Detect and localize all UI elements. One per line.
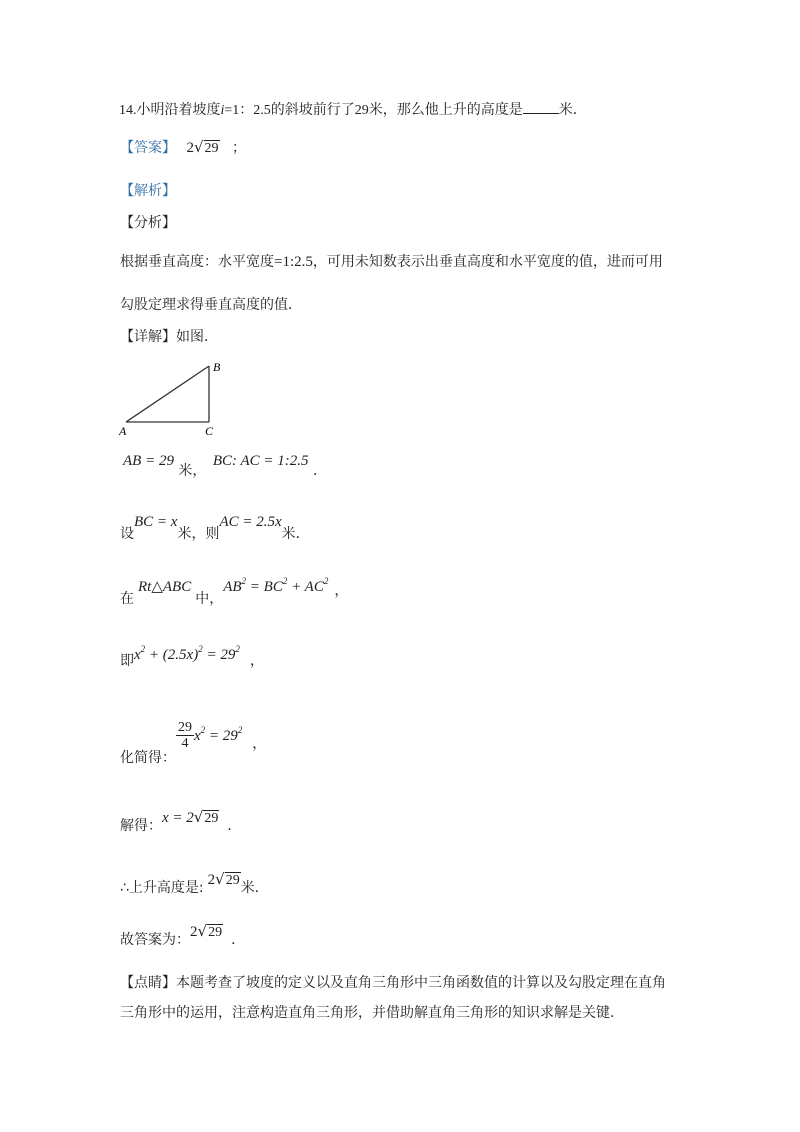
question-text-d: 米． <box>558 102 587 118</box>
step-5-numerator: 29 <box>178 720 192 735</box>
step-4-equation <box>134 644 240 663</box>
step-7 <box>120 870 269 896</box>
step-2-math-2: AC = 2.5x <box>219 514 282 530</box>
question-text-a: 小明沿着坡度 <box>136 102 221 118</box>
detail-text: 如图． <box>176 329 218 345</box>
dianjing-line-2: 三角形中的运用，注意构造直角三角形，并借助解直角三角形的知识求解是关键. <box>120 1005 615 1021</box>
step-7-label: ∴上升高度是: <box>120 880 204 896</box>
slope-variable: i <box>220 103 225 118</box>
answer-coefficient: 2 <box>186 140 194 156</box>
step-7-sqrt: √29 <box>215 870 240 888</box>
step-4-sup: 2 <box>198 644 203 654</box>
slope-ratio: =1：2.5 <box>224 103 271 118</box>
fenxi-ratio: =1:2.5 <box>274 254 313 270</box>
step-4-end: ， <box>249 653 264 669</box>
fenxi-line-1-a: 根据垂直高度：水平宽度 <box>120 254 274 270</box>
step-4-rhs: = 29 <box>202 647 236 663</box>
step-3-zhong: 中， <box>195 591 224 607</box>
step-8-sqrt: √29 <box>197 922 223 940</box>
answer-radicand: 29 <box>204 141 219 156</box>
step-6-radicand: 29 <box>204 811 219 826</box>
detail-line <box>120 330 218 344</box>
step-3-equation <box>223 576 329 595</box>
step-3-sup: 2 <box>323 576 329 586</box>
step-6-end: ． <box>227 818 242 834</box>
step-8-radicand: 29 <box>208 925 223 940</box>
step-8-coef: 2 <box>190 924 198 940</box>
step-5-fraction <box>176 720 194 752</box>
answer-label: 【答案】 <box>120 140 176 156</box>
step-5-denominator: 4 <box>181 736 189 752</box>
step-5 <box>120 720 267 766</box>
step-3 <box>120 576 349 607</box>
step-6-math: x = 2 <box>162 810 194 826</box>
dianjing-line-1 <box>120 976 666 990</box>
step-4-sup: 2 <box>140 644 146 654</box>
question-text-c: 米，那么他上升的高度是 <box>368 102 523 118</box>
step-5-label: 化简得： <box>120 749 176 766</box>
step-1-unit: 米， <box>178 463 207 479</box>
question-number: 14. <box>119 103 137 118</box>
vertex-a-label: A <box>119 424 127 438</box>
step-4-ji: 即 <box>120 653 134 669</box>
answer-tail: ； <box>231 140 246 156</box>
answer-line <box>120 140 246 156</box>
step-3-ac: + AC <box>287 579 324 595</box>
step-7-coef: 2 <box>207 872 216 888</box>
answer-sqrt: √29 <box>193 138 219 156</box>
vertex-b-label: B <box>213 360 221 374</box>
question-line <box>119 101 587 118</box>
step-3-ab: AB <box>223 579 242 595</box>
step-1 <box>123 453 327 479</box>
fenxi-line-1-b: ，可用未知数表示出垂直高度和水平宽度的值，进而可用 <box>312 254 663 270</box>
step-3-end: ， <box>334 583 349 599</box>
step-3-sup: 2 <box>282 576 288 586</box>
fenxi-line-2: 勾股定理求得垂直高度的值． <box>120 297 302 313</box>
step-2-mid: 米，则 <box>177 526 220 542</box>
step-1-end: ． <box>313 463 327 479</box>
dianjing-label: 【点睛】 <box>120 975 176 991</box>
step-4 <box>120 644 264 669</box>
step-1-ratio: BC: AC = 1:2.5 <box>212 453 309 469</box>
step-2-math: BC = x <box>134 514 178 530</box>
distance-value: 29 <box>354 103 369 118</box>
step-7-radicand: 29 <box>225 873 240 888</box>
step-3-bc: = BC <box>246 579 283 595</box>
answer-blank <box>523 101 559 114</box>
question-text-b: 的斜坡前行了 <box>270 102 355 118</box>
step-5-end: ， <box>252 735 267 752</box>
step-5-sup: 2 <box>237 724 243 735</box>
step-7-end: 米． <box>240 880 269 896</box>
step-5-x: x <box>194 727 201 744</box>
step-2 <box>120 514 310 542</box>
step-1-math: AB = 29 <box>123 453 174 469</box>
analysis-label: 【解析】 <box>120 183 176 199</box>
step-5-rhs: = 29 <box>205 727 238 744</box>
step-4-mid: + (2.5x) <box>145 647 199 663</box>
vertex-c-label: C <box>205 424 214 438</box>
step-6-sqrt: √29 <box>193 808 219 826</box>
fenxi-line-1 <box>120 255 663 270</box>
step-6 <box>120 808 242 834</box>
step-2-she: 设 <box>120 526 134 542</box>
step-8-end: ． <box>231 932 246 948</box>
step-5-rest <box>194 724 243 744</box>
step-4-sup: 2 <box>235 644 240 654</box>
step-8-label: 故答案为： <box>120 932 190 948</box>
step-5-sup: 2 <box>200 724 206 735</box>
fenxi-label: 【分析】 <box>120 215 176 231</box>
step-4-x: x <box>134 647 141 663</box>
step-3-zai: 在 <box>120 591 134 607</box>
step-3-sup: 2 <box>241 576 247 586</box>
step-2-end: 米． <box>281 526 310 542</box>
step-6-label: 解得： <box>120 818 162 834</box>
step-8 <box>120 922 246 948</box>
triangle-figure <box>116 358 236 440</box>
dianjing-text-1: 本题考查了坡度的定义以及直角三角形中三角函数值的计算以及勾股定理在直角 <box>176 975 666 991</box>
step-3-triangle: Rt△ABC <box>138 579 192 595</box>
detail-label: 【详解】 <box>120 329 176 345</box>
